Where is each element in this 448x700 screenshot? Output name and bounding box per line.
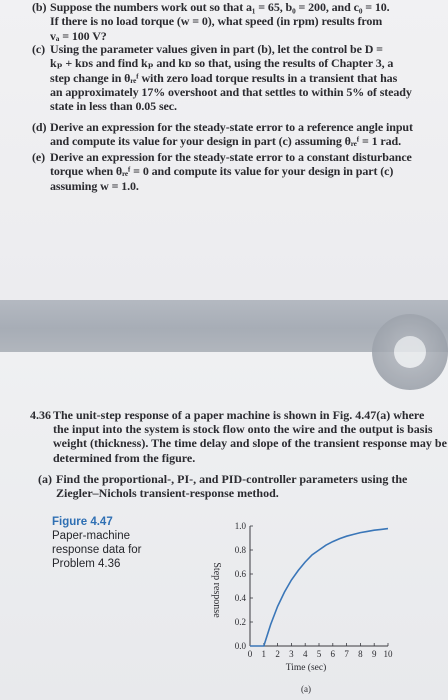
item-label: (d) <box>32 120 47 134</box>
item-label: (c) <box>32 42 46 56</box>
item-line: and compute its value for your design in part (c) assuming θᵣₑᶠ = 1 rad. <box>50 134 401 149</box>
figure-sub-label: (a) <box>301 684 311 694</box>
item-line: Derive an expression for the steady-state error to a reference angle input <box>50 120 413 134</box>
x-tick-label: 9 <box>371 649 377 659</box>
item-line: Derive an expression for the steady-state error to a constant disturbance <box>50 150 412 164</box>
problem-number: 4.36 <box>30 408 51 422</box>
item-line: vₐ = 100 V? <box>50 28 107 43</box>
item-line: kₚ + kᴅs and find kₚ and kᴅ so that, using the results of Chapter 3, a <box>50 56 394 71</box>
item-line: assuming w = 1.0. <box>50 178 139 193</box>
chart-axes <box>250 526 388 646</box>
item-line: If there is no load torque (w = 0), what speed (in rpm) results from <box>50 14 383 29</box>
x-tick-label: 4 <box>302 649 308 659</box>
caption-line: Problem 4.36 <box>52 558 121 570</box>
y-tick-label: 0.8 <box>234 545 246 555</box>
y-tick-label: 0.6 <box>234 569 246 579</box>
problem-text <box>53 408 447 465</box>
problem-line: The unit-step response of a paper machine is shown in Fig. 4.47(a) where <box>53 408 425 422</box>
previous-page <box>0 0 448 300</box>
caption-line: Paper-machine <box>52 530 130 542</box>
item-line: state in less than 0.05 sec. <box>50 99 177 114</box>
x-tick-label: 3 <box>289 649 294 659</box>
item-label: (b) <box>32 0 47 14</box>
x-tick-label: 6 <box>330 649 336 659</box>
figure-title: Figure 4.47 <box>52 516 113 528</box>
x-tick-label: 7 <box>344 649 349 659</box>
x-tick-label: 2 <box>275 649 280 659</box>
problem-line: weight (thickness). The time delay and slope of the transient response may be <box>53 436 447 451</box>
x-tick-label: 5 <box>316 649 322 659</box>
part-text <box>56 472 407 500</box>
x-axis-label: Time (sec) <box>285 663 327 673</box>
part-line: Ziegler–Nichols transient-response method. <box>56 486 279 501</box>
x-tick-label: 10 <box>383 649 393 659</box>
response-curve <box>250 529 388 646</box>
item-line: Suppose the numbers work out so that a₁ = 65, b₀ = 200, and c₀ = 10. <box>50 0 390 14</box>
item-line: an approximately 17% overshoot and that settles to within 5% of steady <box>50 84 412 99</box>
item-text <box>50 0 390 43</box>
x-tick-label: 1 <box>261 649 267 659</box>
part-label: (a) <box>38 472 52 486</box>
x-ticks <box>248 643 393 659</box>
y-axis-label: Step response <box>211 562 222 618</box>
scroll-handle[interactable] <box>372 314 448 390</box>
y-tick-label: 0.0 <box>234 641 246 651</box>
item-line: step change in θᵣₑᶠ with zero load torque results in a transient that has <box>50 70 398 85</box>
x-tick-label: 0 <box>247 649 253 659</box>
caption-line: response data for <box>52 544 142 556</box>
item-text <box>50 42 412 113</box>
y-tick-label: 0.2 <box>234 617 246 627</box>
y-tick-label: 1.0 <box>234 521 246 531</box>
item-label: (e) <box>32 150 46 164</box>
part-line: Find the proportional-, PI-, and PID-controller parameters using the <box>56 472 408 486</box>
figure-caption <box>52 515 142 571</box>
problem-line: determined from the figure. <box>53 450 196 465</box>
item-text <box>50 120 413 149</box>
x-tick-label: 8 <box>358 649 363 659</box>
item-line: torque when θᵣₑᶠ = 0 and compute its value for your design in part (c) <box>50 164 394 179</box>
step-response-chart <box>198 514 398 700</box>
y-tick-label: 0.4 <box>234 593 246 603</box>
problem-line: the input into the system is stock flow onto the wire and the output is basis <box>53 422 433 437</box>
item-line: Using the parameter values given in part (b), let the control be D = <box>50 42 383 56</box>
item-text <box>50 150 412 193</box>
